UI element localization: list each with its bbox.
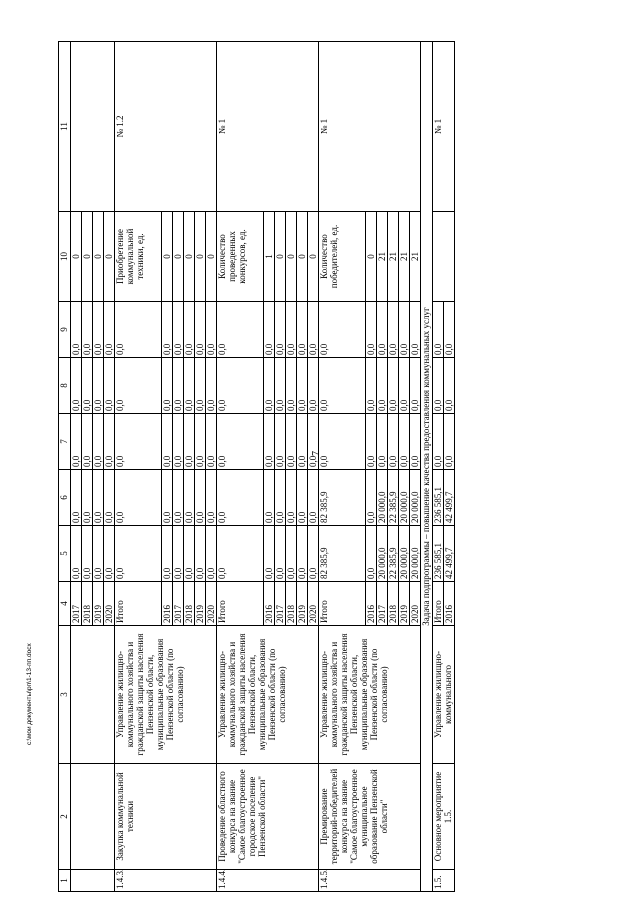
indicator-cell: 0 [173,212,184,302]
value-cell: 0,0 [173,358,184,414]
value-cell: 0,0 [93,470,104,526]
value-cell: 0,0 [308,414,319,470]
value-cell: 0,0 [93,414,104,470]
value-cell: 0,0 [399,358,410,414]
value-cell: 0,0 [366,414,377,470]
value-cell: 0,0 [377,302,388,358]
value-cell: 0,0 [319,414,366,470]
indicator-cell: 0 [366,212,377,302]
value-cell: 0,0 [82,470,93,526]
value-cell: 22 385,9 [388,470,399,526]
value-cell: 0,0 [308,302,319,358]
value-cell: 236 585,1 [433,526,444,582]
value-cell: 0,0 [399,414,410,470]
value-cell: 0,0 [195,302,206,358]
value-cell: 0,0 [206,526,217,582]
value-cell: 0,0 [195,526,206,582]
value-cell: 0,0 [388,302,399,358]
header-cell: 8 [59,358,71,414]
value-cell: 0,0 [433,358,444,414]
value-cell: 0,0 [217,414,264,470]
value-cell: 0,0 [82,302,93,358]
indicator-name: Количество победителей, ед. [319,212,366,302]
value-cell: 0,0 [162,526,173,582]
year-cell: 2019 [93,582,104,626]
indicator-cell: 21 [410,212,421,302]
value-cell: 0,0 [104,302,115,358]
header-cell: 1 [59,870,71,892]
task-title: Задача подпрограммы – повышение качества предоставления коммунальных услуг [421,42,433,892]
indicator-cell: 0 [297,212,308,302]
value-cell: 0,0 [162,470,173,526]
activity-name: Премирование территорий-победителей конкурса на звание "Самое благоустроенное муниципальное образование Пензенской области" [319,764,421,870]
value-cell: 0,0 [184,358,195,414]
value-cell: 0,0 [444,358,455,414]
year-cell: 2020 [206,582,217,626]
value-cell: 0,0 [410,358,421,414]
value-cell: 0,0 [444,414,455,470]
header-cell: 3 [59,626,71,764]
value-cell: 0,0 [264,526,275,582]
year-cell: 2018 [286,582,297,626]
value-cell: 0,0 [275,358,286,414]
program-activities-table [58,41,455,892]
value-cell: 0,0 [297,302,308,358]
table-row [421,42,433,892]
value-cell: 0,0 [217,526,264,582]
reference: № 1.2 [115,42,217,212]
value-cell: 0,0 [286,470,297,526]
value-cell: 0,0 [297,358,308,414]
value-cell: 0,0 [410,302,421,358]
header-cell: 7 [59,414,71,470]
value-cell: 20 000,0 [410,470,421,526]
value-cell: 0,0 [217,470,264,526]
value-cell: 0,0 [115,526,162,582]
reference: № 1 [217,42,319,212]
activity-name: Закупка коммунальной техники [115,764,217,870]
value-cell: 0,0 [173,526,184,582]
value-cell: 0,0 [366,526,377,582]
value-cell: 0,0 [286,358,297,414]
value-cell: 0,0 [184,302,195,358]
header-cell: 9 [59,302,71,358]
value-cell: 22 385,9 [388,526,399,582]
value-cell: 0,0 [286,526,297,582]
table-row [217,42,264,892]
value-cell: 20 000,0 [377,526,388,582]
value-cell: 0,0 [162,358,173,414]
value-cell: 0,0 [115,358,162,414]
rotated-table-wrapper [58,42,640,892]
indicator-name: Приобретение коммунальной техники, ед. [115,212,162,302]
value-cell: 0,0 [71,302,82,358]
indicator-cell [433,212,455,302]
indicator-cell: 0 [195,212,206,302]
executor: Управление жилищно-коммунального [433,626,455,764]
row-number: 1.4.3. [115,870,217,892]
year-cell: 2016 [444,582,455,626]
value-cell: 0,0 [275,470,286,526]
reference: № 1 [319,42,421,212]
value-cell: 0,0 [173,470,184,526]
total-label: Итого [217,582,264,626]
value-cell: 0,0 [82,526,93,582]
value-cell: 0,0 [173,302,184,358]
indicator-cell: 0 [308,212,319,302]
value-cell: 0,0 [275,302,286,358]
value-cell: 0,0 [308,358,319,414]
header-cell: 4 [59,582,71,626]
value-cell: 42 499,7 [444,526,455,582]
value-cell: 20 000,0 [399,526,410,582]
value-cell: 0,0 [264,302,275,358]
value-cell: 0,0 [104,414,115,470]
value-cell: 0,0 [377,358,388,414]
indicator-cell: 0 [104,212,115,302]
value-cell: 0,0 [93,302,104,358]
year-cell: 2019 [297,582,308,626]
page-number: 7 [311,451,322,456]
value-cell: 0,0 [82,414,93,470]
row-number: 1.4.4. [217,870,319,892]
value-cell: 0,0 [275,526,286,582]
row-number: 1.4.5. [319,870,421,892]
value-cell: 0,0 [104,470,115,526]
year-cell: 2016 [264,582,275,626]
cont-ref-cell [71,42,115,212]
value-cell: 0,0 [195,470,206,526]
value-cell: 0,0 [308,470,319,526]
header-row [59,42,71,892]
year-cell: 2017 [173,582,184,626]
value-cell: 0,0 [184,470,195,526]
executor: Управление жилищно-коммунального хозяйства и гражданской защиты населения Пензенской области, муниципальные образования Пензенской области (по согласованию) [319,626,421,764]
value-cell: 0,0 [93,526,104,582]
value-cell: 0,0 [399,302,410,358]
value-cell: 0,0 [388,414,399,470]
value-cell: 0,0 [366,470,377,526]
indicator-name: Количество проведенных конкурсов, ед. [217,212,264,302]
indicator-cell: 21 [377,212,388,302]
value-cell: 0,0 [319,358,366,414]
value-cell: 0,0 [433,414,444,470]
year-cell: 2018 [388,582,399,626]
year-cell: 2019 [195,582,206,626]
value-cell: 0,0 [388,358,399,414]
value-cell: 0,0 [184,414,195,470]
value-cell: 0,0 [377,414,388,470]
value-cell: 0,0 [297,526,308,582]
value-cell: 0,0 [217,302,264,358]
year-cell: 2020 [308,582,319,626]
header-cell: 2 [59,764,71,870]
value-cell: 0,0 [195,414,206,470]
total-label: Итого [115,582,162,626]
indicator-cell: 0 [162,212,173,302]
indicator-cell: 0 [184,212,195,302]
cont-name-cell [71,764,115,870]
indicator-cell: 0 [275,212,286,302]
year-cell: 2019 [399,582,410,626]
year-cell: 2017 [275,582,286,626]
indicator-cell: 0 [286,212,297,302]
value-cell: 82 385,9 [319,470,366,526]
value-cell: 0,0 [115,302,162,358]
value-cell: 0,0 [184,526,195,582]
total-label: Итого [433,582,444,626]
value-cell: 0,0 [286,302,297,358]
value-cell: 0,0 [162,414,173,470]
value-cell: 0,0 [71,470,82,526]
value-cell: 0,0 [433,302,444,358]
value-cell: 0,0 [71,358,82,414]
footer-file-path: c:\мои документы\рп\1-13-пп.docx [26,643,33,745]
year-cell: 2017 [377,582,388,626]
value-cell: 20 000,0 [410,526,421,582]
value-cell: 20 000,0 [377,470,388,526]
value-cell: 236 585,1 [433,470,444,526]
value-cell: 0,0 [264,414,275,470]
activity-name: Проведение областного конкурса на звание "Самое благоустроенное городское поселение Пензенской области" [217,764,319,870]
year-cell: 2020 [410,582,421,626]
value-cell: 0,0 [93,358,104,414]
header-cell: 11 [59,42,71,212]
value-cell: 0,0 [308,526,319,582]
value-cell: 0,0 [115,470,162,526]
reference: № 1 [433,42,455,212]
value-cell: 0,0 [195,358,206,414]
table-row [319,42,366,892]
table-row [71,42,82,892]
year-cell: 2016 [366,582,377,626]
value-cell: 0,0 [71,414,82,470]
value-cell: 0,0 [217,358,264,414]
header-cell: 5 [59,526,71,582]
value-cell: 0,0 [297,470,308,526]
value-cell: 0,0 [366,302,377,358]
value-cell: 0,0 [71,526,82,582]
indicator-cell: 0 [71,212,82,302]
value-cell: 0,0 [264,358,275,414]
value-cell: 0,0 [115,414,162,470]
value-cell: 0,0 [286,414,297,470]
executor: Управление жилищно-коммунального хозяйства и гражданской защиты населения Пензенской области, муниципальные образования Пензенской области (по согласованию) [217,626,319,764]
value-cell: 0,0 [206,414,217,470]
value-cell: 0,0 [366,358,377,414]
value-cell: 82 385,9 [319,526,366,582]
indicator-cell: 21 [388,212,399,302]
year-cell: 2017 [71,582,82,626]
value-cell: 0,0 [410,414,421,470]
indicator-cell: 0 [93,212,104,302]
value-cell: 0,0 [206,302,217,358]
indicator-cell: 1 [264,212,275,302]
value-cell: 0,0 [162,302,173,358]
year-cell: 2018 [184,582,195,626]
cont-exec-cell [71,626,115,764]
header-cell: 6 [59,470,71,526]
indicator-cell: 21 [399,212,410,302]
cont-num-cell [71,870,115,892]
value-cell: 20 000,0 [399,470,410,526]
value-cell: 0,0 [264,470,275,526]
year-cell: 2016 [162,582,173,626]
value-cell: 0,0 [82,358,93,414]
executor: Управление жилищно-коммунального хозяйства и гражданской защиты населения Пензенской области, муниципальные образования Пензенской области (по согласованию) [115,626,217,764]
activity-name: Основное мероприятие 1.5. [433,764,455,870]
total-label: Итого [319,582,366,626]
value-cell: 0,0 [444,302,455,358]
value-cell: 0,0 [206,470,217,526]
value-cell: 0,0 [104,526,115,582]
value-cell: 0,0 [173,414,184,470]
value-cell: 0,0 [104,358,115,414]
value-cell: 0,0 [297,414,308,470]
row-number: 1.5. [433,870,455,892]
value-cell: 0,0 [319,302,366,358]
year-cell: 2018 [82,582,93,626]
table-row [115,42,162,892]
header-cell: 10 [59,212,71,302]
value-cell: 42 499,7 [444,470,455,526]
value-cell: 0,0 [275,414,286,470]
value-cell: 0,0 [206,358,217,414]
indicator-cell: 0 [206,212,217,302]
year-cell: 2020 [104,582,115,626]
indicator-cell: 0 [82,212,93,302]
table-row [433,42,444,892]
